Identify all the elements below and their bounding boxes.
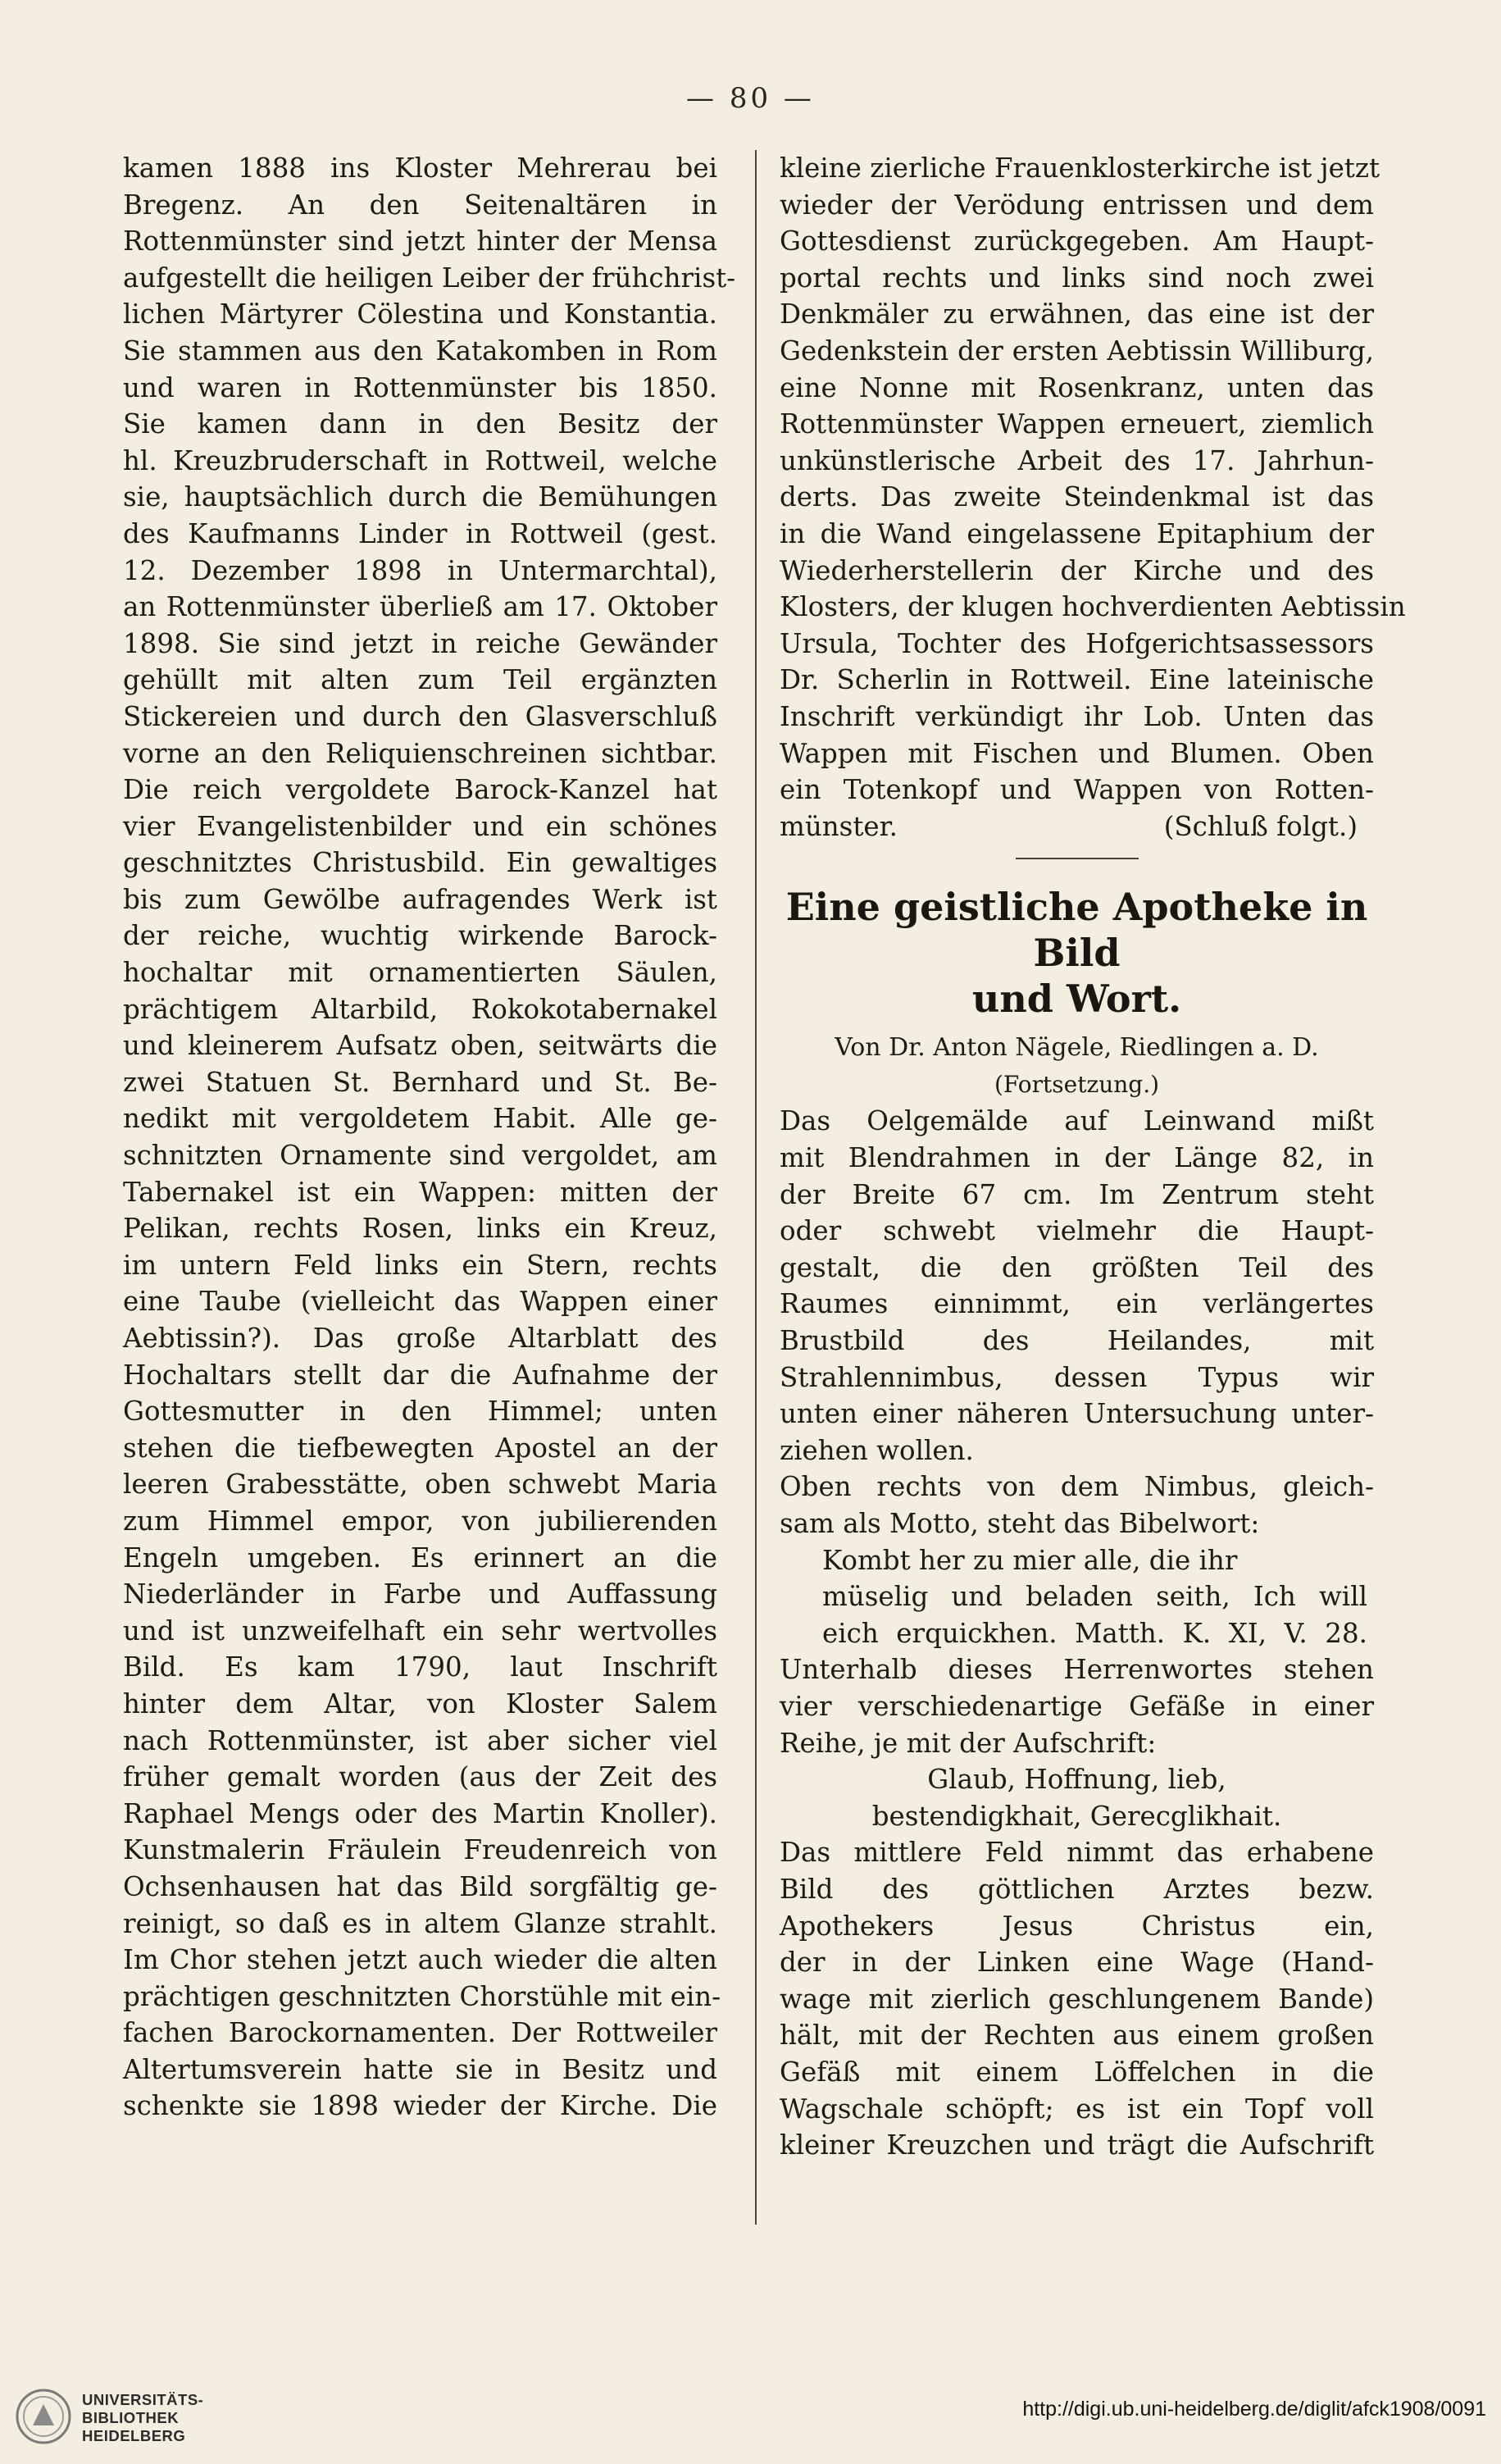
text-line: Engeln umgeben. Es erinnert an die (123, 1542, 717, 1574)
text-line: an Rottenmünster überließ am 17. Oktober (123, 591, 717, 623)
text-line: stehen die tiefbewegten Apostel an der (123, 1432, 717, 1464)
text-line: 1898. Sie sind jetzt in reiche Gewänder (123, 627, 717, 659)
quote-line: müselig und beladen seith, Ich will (822, 1581, 1367, 1613)
text-line: zum Himmel empor, von jubilierenden (123, 1505, 717, 1537)
university-seal-icon (15, 2388, 72, 2445)
bible-quote (780, 1542, 1374, 1652)
text-line: des Kaufmanns Linder in Rottweil (gest. (123, 517, 717, 549)
text-line: reinigt, so daß es in altem Glanze strahlt. (123, 1907, 717, 1939)
text-line: Aebtissin?). Das große Altarblatt des (123, 1323, 717, 1354)
text-line: mit Blendrahmen in der Länge 82, in (780, 1142, 1374, 1174)
text-line: Hochaltars stellt dar die Aufnahme der (123, 1359, 717, 1391)
text-line: hält, mit der Rechten aus einem großen (780, 2020, 1374, 2052)
text-line: 12. Dezember 1898 in Untermarchtal), (123, 554, 717, 586)
continued-marker: (Fortsetzung.) (994, 1070, 1160, 1098)
text-line: Wiederherstellerin der Kirche und des (780, 554, 1374, 586)
text-line: gehüllt mit alten zum Teil ergänzten (123, 664, 717, 696)
text-line: im untern Feld links ein Stern, rechts (123, 1249, 717, 1281)
text-line: geschnitztes Christusbild. Ein gewaltiges (123, 847, 717, 879)
article-body (780, 1103, 1374, 1542)
text-line: Denkmäler zu erwähnen, das eine ist der (780, 298, 1374, 330)
text-line: zwei Statuen St. Bernhard und St. Be- (123, 1066, 717, 1098)
text-line: Reihe, je mit der Aufschrift: (780, 1727, 1157, 1759)
text-line: Bregenz. An den Seitenaltären in (123, 189, 717, 221)
text-line: der in der Linken eine Wage (Hand- (780, 1947, 1374, 1979)
text-line: leeren Grabesstätte, oben schwebt Maria (123, 1469, 717, 1501)
text-line: schnitzten Ornamente sind vergoldet, am (123, 1140, 717, 1172)
text-line: Wappen mit Fischen und Blumen. Oben (780, 737, 1374, 769)
text-line: lichen Märtyrer Cölestina und Konstantia. (123, 298, 717, 330)
text-line: Dr. Scherlin in Rottweil. Eine lateinische (780, 664, 1374, 696)
text-line: Das Oelgemälde auf Leinwand mißt (780, 1105, 1374, 1137)
text-line: unten einer näheren Untersuchung unter- (780, 1398, 1374, 1430)
text-line: eine Taube (vielleicht das Wappen einer (123, 1286, 717, 1318)
text-line: und ist unzweifelhaft ein sehr wertvolles (123, 1615, 717, 1646)
text-line: früher gemalt worden (aus der Zeit des (123, 1761, 717, 1793)
text-line: Stickereien und durch den Glasverschluß (123, 700, 717, 732)
text-line: kamen 1888 ins Kloster Mehrerau bei (123, 153, 717, 184)
text-line: hinter dem Altar, von Kloster Salem (123, 1687, 717, 1719)
text-line: Gefäß mit einem Löffelchen in die (780, 2056, 1374, 2088)
text-line: Die reich vergoldete Barock-Kanzel hat (123, 774, 717, 806)
text-line: unkünstlerische Arbeit des 17. Jahrhun- (780, 444, 1374, 476)
continuation-end-line (780, 808, 1374, 845)
article-title-line-2: und Wort. (971, 977, 1182, 1022)
text-line: Bild. Es kam 1790, laut Inschrift (123, 1651, 717, 1683)
text-line: aufgestellt die heiligen Leiber der frühchrist- (123, 262, 736, 294)
text-line: Raphael Mengs oder des Martin Knoller). (123, 1797, 717, 1829)
right-column-continuation (780, 150, 1406, 808)
article-title-line-1: Eine geistliche Apotheke in Bild (785, 885, 1368, 976)
inscription-line: Glaub, Hoffnung, lieb, (927, 1764, 1226, 1796)
text-line: Gedenkstein der ersten Aebtissin Williburg, (780, 335, 1374, 367)
footer (0, 2362, 1501, 2464)
text-line: ziehen wollen. (780, 1434, 974, 1466)
text-line: Niederländer in Farbe und Auffassung (123, 1578, 717, 1610)
text-line: prächtigem Altarbild, Rokokotabernakel (123, 993, 717, 1025)
text-line: bis zum Gewölbe aufragendes Werk ist (123, 883, 717, 915)
text-line: vier Evangelistenbilder und ein schönes (123, 810, 717, 842)
text-line: der Breite 67 cm. Im Zentrum steht (780, 1178, 1374, 1210)
text-line: Gottesmutter in den Himmel; unten (123, 1396, 717, 1428)
vessel-inscriptions (780, 1761, 1374, 1834)
article-byline: Von Dr. Anton Nägele, Riedlingen a. D. (835, 1033, 1319, 1063)
text-line: Das mittlere Feld nimmt das erhabene (780, 1837, 1374, 1869)
quote-line: eich erquickhen. Matth. K. XI, V. 28. (822, 1617, 1367, 1649)
text-line: Ochsenhausen hat das Bild sorgfältig ge- (123, 1870, 717, 1902)
article-body-continued (780, 1651, 1374, 1761)
text-line: Im Chor stehen jetzt auch wieder die alten (123, 1944, 717, 1976)
right-column (780, 150, 1406, 2164)
text-line: Rottenmünster sind jetzt hinter der Mensa (123, 225, 717, 257)
text-line: wieder der Verödung entrissen und dem (780, 189, 1374, 221)
text-line: Kunstmalerin Fräulein Freudenreich von (123, 1834, 717, 1866)
quote-line: Kombt her zu mier alle, die ihr (822, 1544, 1238, 1576)
text-line: Klosters, der klugen hochverdienten Aebtissin (780, 591, 1406, 623)
inscription-line: bestendigkhait, Gerecglikhait. (871, 1800, 1282, 1832)
text-line: nach Rottenmünster, ist aber sicher viel (123, 1724, 717, 1756)
text-line: Brustbild des Heilandes, mit (780, 1325, 1374, 1357)
text-line: Sie kamen dann in den Besitz der (123, 408, 717, 440)
text-line: Sie stammen aus den Katakomben in Rom (123, 335, 717, 367)
text-line: Raumes einnimmt, ein verlängertes (780, 1288, 1374, 1320)
text-line: oder schwebt vielmehr die Haupt- (780, 1215, 1374, 1247)
text-line: kleine zierliche Frauenklosterkirche ist jetzt (780, 153, 1380, 184)
source-url[interactable]: http://digi.ub.uni-heidelberg.de/diglit/afck1908/0091 (1022, 2398, 1486, 2421)
article-separator (1016, 858, 1139, 859)
library-logo-text: UNIVERSITÄTS- BIBLIOTHEK HEIDELBERG (82, 2391, 204, 2444)
text-line: hl. Kreuzbruderschaft in Rottweil, welche (123, 444, 717, 476)
end-word: münster. (780, 810, 898, 842)
text-line: Apothekers Jesus Christus ein, (780, 1910, 1374, 1942)
text-line: und waren in Rottenmünster bis 1850. (123, 371, 717, 403)
text-line: eine Nonne mit Rosenkranz, unten das (780, 371, 1374, 403)
text-line: Unterhalb dieses Herrenwortes stehen (780, 1654, 1374, 1686)
continued-note: (Schluß folgt.) (1163, 810, 1358, 842)
text-line: schenkte sie 1898 wieder der Kirche. Die (123, 2090, 717, 2122)
text-line: Inschrift verkündigt ihr Lob. Unten das (780, 700, 1374, 732)
text-line: in die Wand eingelassene Epitaphium der (780, 517, 1374, 549)
text-line: gestalt, die den größten Teil des (780, 1251, 1374, 1283)
text-line: sie, hauptsächlich durch die Bemühungen (123, 481, 717, 513)
text-line: vorne an den Reliquienschreinen sichtbar. (123, 737, 717, 769)
text-line: der reiche, wuchtig wirkende Barock- (123, 920, 717, 952)
text-line: Ursula, Tochter des Hofgerichtsassessors (780, 627, 1374, 659)
text-line: Gottesdienst zurückgegeben. Am Haupt- (780, 225, 1374, 257)
text-line: Tabernakel ist ein Wappen: mitten der (123, 1176, 717, 1208)
text-line: wage mit zierlich geschlungenem Bande) (780, 1983, 1374, 2015)
text-line: hochaltar mit ornamentierten Säulen, (123, 957, 717, 989)
text-line: ein Totenkopf und Wappen von Rotten- (780, 774, 1374, 806)
text-line: Rottenmünster Wappen erneuert, ziemlich (780, 408, 1374, 440)
text-line: prächtigen geschnitzten Chorstühle mit ein- (123, 1980, 721, 2012)
text-line: Bild des göttlichen Arztes bezw. (780, 1873, 1374, 1905)
text-line: fachen Barockornamenten. Der Rottweiler (123, 2017, 717, 2049)
article-body-final (780, 1834, 1374, 2163)
text-line: Strahlennimbus, dessen Typus wir (780, 1361, 1374, 1393)
text-line: Wagschale schöpft; es ist ein Topf voll (780, 2093, 1374, 2125)
text-line: kleiner Kreuzchen und trägt die Aufschrift (780, 2129, 1374, 2161)
text-line: Pelikan, rechts Rosen, links ein Kreuz, (123, 1213, 717, 1245)
text-line: Oben rechts von dem Nimbus, gleich- (780, 1471, 1374, 1503)
text-line: sam als Motto, steht das Bibelwort: (780, 1508, 1260, 1539)
text-line: vier verschiedenartige Gefäße in einer (780, 1690, 1374, 1722)
column-divider (755, 150, 757, 2225)
left-column (123, 150, 736, 2125)
text-line: Altertumsverein hatte sie in Besitz und (123, 2053, 717, 2085)
page-number: — 80 — (686, 82, 815, 115)
text-line: portal rechts und links sind noch zwei (780, 262, 1374, 294)
text-line: derts. Das zweite Steindenkmal ist das (780, 481, 1374, 513)
text-line: und kleinerem Aufsatz oben, seitwärts die (123, 1030, 717, 1062)
text-line: nedikt mit vergoldetem Habit. Alle ge- (123, 1103, 717, 1135)
